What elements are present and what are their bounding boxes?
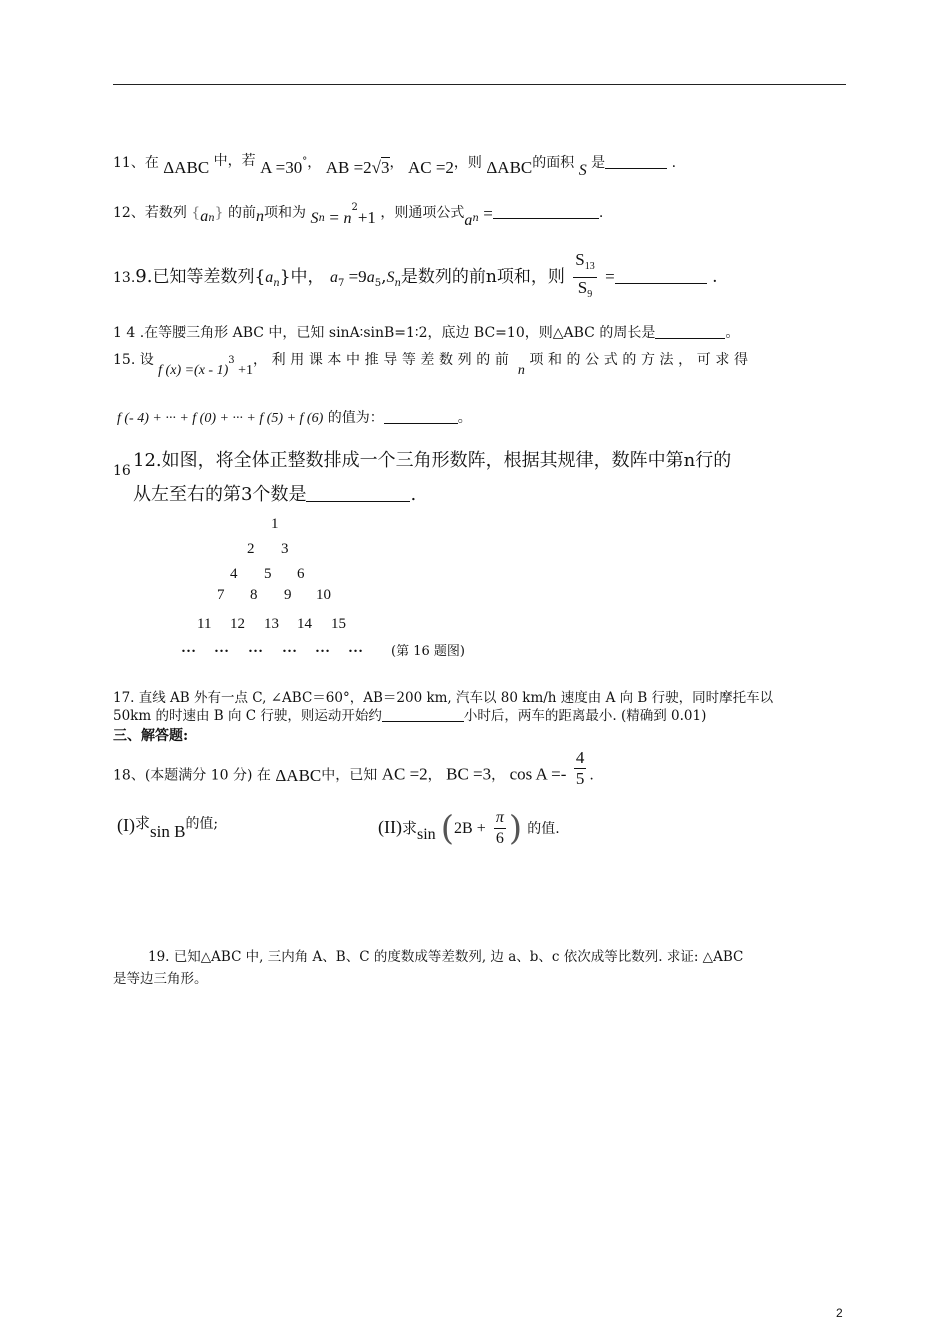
q12-period: . bbox=[598, 205, 604, 221]
page-number: 2 bbox=[836, 1306, 843, 1320]
figure-caption: (第 16 题图) bbox=[391, 644, 465, 659]
q13-answer-blank[interactable] bbox=[615, 267, 707, 284]
q11-radicand: 3 bbox=[381, 158, 390, 177]
triangle-ellipsis: … bbox=[315, 640, 330, 656]
q12-answer-blank[interactable] bbox=[493, 204, 599, 219]
q14-text: 1 4 .在等腰三角形 ABC 中，已知 sinA∶sinB=1∶2，底边 BC=10，则△ABC 的周长是 bbox=[113, 325, 656, 341]
q12-eq-2: = bbox=[483, 204, 493, 223]
q13-a5-sub: 5 bbox=[374, 278, 382, 289]
q17-line-2a: 50km 的时速由 B 向 C 行驶，则运动开始约 bbox=[113, 708, 382, 724]
q18-pi: π bbox=[494, 808, 506, 829]
question-18 bbox=[113, 748, 594, 789]
q13-a: a bbox=[265, 269, 274, 286]
q15-text-2: 项和的公式的方法，可求得 bbox=[529, 352, 753, 368]
q16-line-1: 12.如图，将全体正整数排成一个三角形数阵，根据其规律，数阵中第n行的 bbox=[133, 450, 732, 471]
q13-denominator bbox=[573, 278, 596, 305]
q15-text: ，利用课本中推导等差数列的前 bbox=[253, 352, 514, 368]
q13-S13-sub: 13 bbox=[584, 261, 595, 272]
q13-S: S bbox=[386, 269, 395, 286]
q18-part-2-text: 的值. bbox=[527, 821, 560, 837]
q12-number: 12、若数列 bbox=[113, 205, 187, 221]
question-11 bbox=[113, 148, 677, 179]
q13-a5: a bbox=[366, 269, 375, 286]
triangle-number: 2 bbox=[247, 541, 255, 557]
q11-text: 中，若 bbox=[213, 153, 256, 169]
q12-brace-right: } bbox=[214, 205, 224, 221]
q11-text-4: 是 bbox=[591, 155, 606, 171]
q18-bc: BC =3 bbox=[446, 764, 492, 784]
q12-exp: 2 bbox=[351, 202, 358, 213]
triangle-number: 8 bbox=[250, 587, 258, 603]
q12-S: S bbox=[310, 210, 319, 227]
q13-S-sub: n bbox=[394, 278, 401, 289]
q18-inner: 2B + bbox=[454, 820, 486, 837]
q18-numerator: 4 bbox=[575, 748, 585, 767]
q13-S13: S bbox=[575, 250, 585, 269]
q18-part-1-text: 的值; bbox=[185, 816, 219, 832]
q16-period: . bbox=[410, 484, 417, 505]
q15-function: f (x) =(x - 1) bbox=[158, 363, 229, 378]
triangle-number: 11 bbox=[197, 616, 212, 632]
q18-text-2: 中，已知 bbox=[321, 767, 378, 784]
q18-part-1-qiu: 求 bbox=[134, 814, 150, 832]
triangle-number: 1 bbox=[271, 516, 279, 532]
q12-text-3: ，则通项公式 bbox=[380, 205, 465, 221]
q12-plus1: +1 bbox=[357, 208, 376, 227]
q13-number: 13. bbox=[113, 270, 136, 286]
q13-a7-sub: 7 bbox=[337, 278, 345, 289]
q11-comma: ， bbox=[307, 155, 322, 171]
q11-text-3: 的面积 bbox=[532, 155, 575, 171]
q14-end: 。 bbox=[725, 325, 740, 341]
q13-subnumber: 9. bbox=[135, 266, 153, 287]
q12-text: 的前 bbox=[228, 205, 257, 221]
q12-n2: n bbox=[343, 210, 352, 227]
q11-answer-blank[interactable] bbox=[605, 154, 667, 169]
triangle-number: 14 bbox=[297, 616, 312, 632]
q18-six: 6 bbox=[495, 830, 504, 847]
q11-triangle: ΔABC bbox=[163, 158, 210, 177]
q18-comma: ， bbox=[427, 767, 442, 784]
q18-fraction bbox=[574, 748, 587, 789]
q15-answer-blank[interactable] bbox=[384, 409, 458, 424]
q18-denominator: 5 bbox=[575, 769, 585, 788]
q16-answer-blank[interactable] bbox=[306, 485, 410, 502]
q12-eq: = bbox=[329, 208, 339, 227]
q15-number: 15. 设 bbox=[113, 352, 154, 368]
left-paren-icon: ( bbox=[440, 808, 455, 849]
q13-a7: a bbox=[329, 269, 338, 286]
question-13 bbox=[113, 250, 718, 305]
q12-text-2: 项和为 bbox=[264, 205, 307, 221]
question-14 bbox=[113, 323, 739, 343]
triangle-ellipsis: … bbox=[181, 640, 196, 656]
q12-a-sub: n bbox=[472, 213, 479, 224]
q11-ab: AB =2 bbox=[325, 158, 372, 177]
triangle-number: 5 bbox=[264, 566, 272, 582]
sqrt-icon: √ bbox=[371, 158, 382, 177]
triangle-number: 13 bbox=[264, 616, 279, 632]
q13-comma: , bbox=[381, 267, 387, 287]
q11-number: 11、在 bbox=[113, 155, 159, 171]
q15-n: n bbox=[517, 363, 525, 378]
triangle-number: 15 bbox=[331, 616, 346, 632]
q18-cos: cos A =- bbox=[509, 764, 567, 784]
triangle-number: 7 bbox=[217, 587, 225, 603]
q15-sum-expression: f (- 4) + ··· + f (0) + ··· + f (5) + f (6) bbox=[117, 411, 324, 426]
q13-eq: =9 bbox=[344, 267, 367, 286]
right-paren-icon: ) bbox=[508, 808, 523, 849]
q18-triangle: ΔABC bbox=[275, 765, 322, 785]
triangle-number: 12 bbox=[230, 616, 245, 632]
q18-part-1-label: (I) bbox=[117, 815, 135, 835]
q13-text: 已知等差数列{ bbox=[152, 267, 266, 287]
q16-line-2: 从左至右的第3个数是 bbox=[133, 484, 307, 505]
q18-part-2-label: (II) bbox=[378, 817, 402, 837]
question-16-line-2 bbox=[133, 480, 416, 506]
triangle-ellipsis: … bbox=[214, 640, 229, 656]
q11-ac: AC =2 bbox=[407, 158, 454, 177]
q18-part-2-qiu: 求 bbox=[401, 819, 417, 837]
question-15-line-2 bbox=[117, 408, 472, 429]
q19-line-1: 19. 已知△ABC 中, 三内角 A、B、C 的度数成等差数列, 边 a、b、c 依次成等比数列. 求证: △ABC bbox=[148, 949, 744, 965]
q18-part-1 bbox=[117, 814, 219, 841]
q13-text-3: 是数列的前n项和，则 bbox=[400, 267, 565, 287]
q18-period: . bbox=[589, 767, 594, 784]
q15-end: 。 bbox=[457, 410, 472, 426]
q13-text-2: }中， bbox=[279, 267, 325, 287]
q17-line-2b: 小时后，两车的距离最小. (精确到 0.01) bbox=[463, 708, 707, 724]
q13-period: . bbox=[712, 267, 718, 287]
q15-exp: 3 bbox=[228, 355, 235, 366]
q11-degree: ° bbox=[302, 156, 308, 167]
q17-line-1: 17. 直线 AB 外有一点 C, ∠ABC＝60°，AB＝200 km, 汽车以 80 km/h 速度由 A 向 B 行驶，同时摩托车以 bbox=[113, 690, 774, 706]
triangle-number: 9 bbox=[284, 587, 292, 603]
q13-S9: S bbox=[577, 278, 588, 297]
q18-pi-fraction bbox=[494, 808, 506, 849]
header-rule bbox=[113, 84, 846, 85]
q12-a: a bbox=[464, 212, 473, 229]
q19-line-2: 是等边三角形。 bbox=[113, 971, 208, 987]
q18-text: 18、(本题满分 10 分) 在 bbox=[113, 767, 271, 784]
q18-part-2 bbox=[378, 808, 560, 849]
q15-plus1: +1 bbox=[234, 363, 254, 378]
triangle-ellipsis: … bbox=[248, 640, 263, 656]
q14-answer-blank[interactable] bbox=[655, 324, 725, 339]
q13-a-sub: n bbox=[273, 278, 280, 289]
q13-S9-sub: 9 bbox=[587, 289, 593, 300]
triangle-number: 4 bbox=[230, 566, 238, 582]
triangle-number: 6 bbox=[297, 566, 305, 582]
q11-area-symbol: S bbox=[578, 162, 587, 179]
question-17-line-2 bbox=[113, 706, 706, 726]
triangle-number: 10 bbox=[316, 587, 331, 603]
q12-S-sub: n bbox=[318, 213, 325, 224]
question-15 bbox=[113, 345, 753, 378]
section-heading: 三、解答题: bbox=[113, 728, 189, 744]
q13-eq-2: = bbox=[605, 267, 615, 286]
q13-numerator bbox=[573, 250, 596, 278]
q11-text-2: ，则 bbox=[453, 155, 482, 171]
q12-seq-a: a bbox=[200, 208, 209, 225]
q11-period: . bbox=[671, 155, 677, 171]
triangle-ellipsis: … bbox=[282, 640, 297, 656]
q11-triangle-2: ΔABC bbox=[486, 158, 533, 177]
q18-sinB: sin B bbox=[150, 822, 186, 841]
triangle-number: 3 bbox=[281, 541, 289, 557]
q11-comma-2: ， bbox=[389, 155, 404, 171]
q18-ac: AC =2 bbox=[381, 764, 428, 784]
q12-seq-n: n bbox=[208, 213, 215, 224]
q12-brace-left: { bbox=[191, 205, 201, 221]
q15-text-3: 的值为： bbox=[323, 410, 384, 426]
q18-sin: sin bbox=[417, 826, 436, 843]
q11-angle: A =30 bbox=[260, 158, 303, 177]
q18-comma-2: ， bbox=[491, 767, 506, 784]
triangle-ellipsis: … bbox=[348, 640, 363, 656]
q16-number: 16 bbox=[113, 463, 131, 479]
q12-n: n bbox=[256, 208, 265, 225]
q17-answer-blank[interactable] bbox=[382, 707, 464, 722]
q13-fraction bbox=[573, 250, 596, 305]
question-12 bbox=[113, 198, 603, 229]
